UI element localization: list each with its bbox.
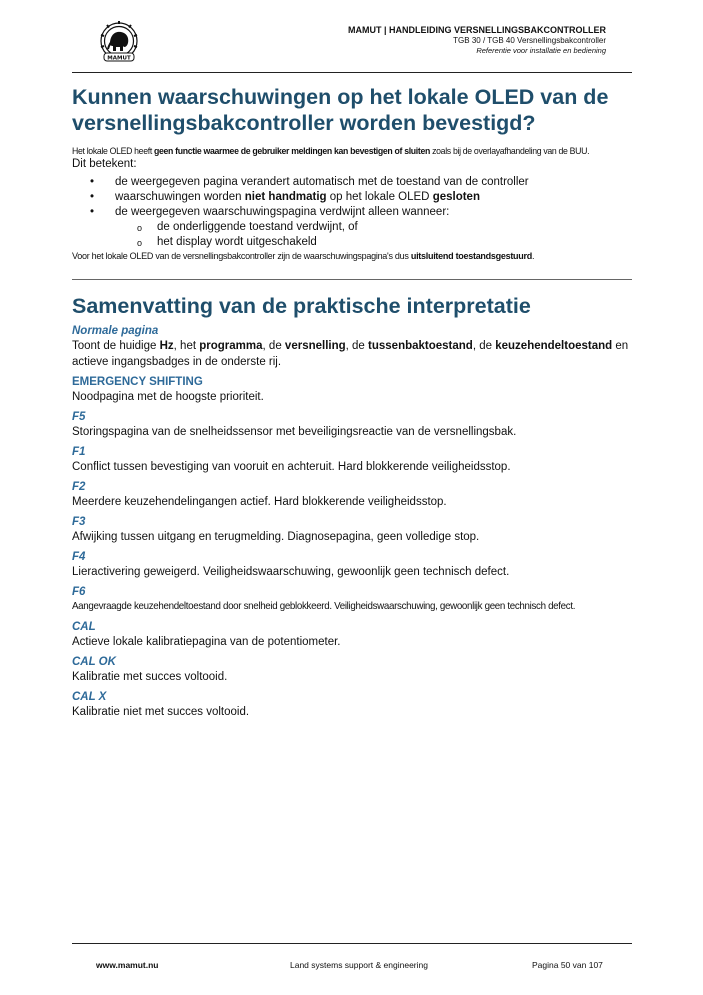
- summary-item-cal: [72, 620, 632, 650]
- intro-paragraph: Het lokale OLED heeft geen functie waarmee de gebruiker meldingen kan bevestigen of sluiten zoals bij de overlayafhandeling van de BUU.: [72, 145, 590, 156]
- section-heading-summary: Samenvatting van de praktische interpretatie: [72, 294, 531, 318]
- item-description: Conflict tussen bevestiging van vooruit en achteruit. Hard blokkerende veiligheidsstop.: [72, 461, 511, 473]
- header-divider: [72, 72, 632, 73]
- conclusion-paragraph: Voor het lokale OLED van de versnellingsbakcontroller zijn de waarschuwingspagina's dus uitsluitend toestandsgestuurd.: [72, 251, 535, 262]
- summary-item-f4: [72, 550, 632, 580]
- footer-tagline: Land systems support & engineering: [290, 960, 428, 970]
- item-description: Kalibratie met succes voltooid.: [72, 671, 228, 683]
- item-title: F2: [72, 481, 86, 493]
- document-reference: Referentie voor installatie en bediening: [476, 46, 606, 55]
- item-description: Kalibratie niet met succes voltooid.: [72, 706, 250, 718]
- footer-divider: [72, 943, 632, 944]
- item-title: Normale pagina: [72, 325, 159, 337]
- header-text: [348, 25, 606, 56]
- item-title: EMERGENCY SHIFTING: [72, 376, 203, 388]
- section-divider: [72, 279, 632, 280]
- item-title: CAL: [72, 621, 96, 633]
- summary-item-f2: [72, 480, 632, 510]
- summary-item-f5: [72, 410, 632, 440]
- summary-item-f6: [72, 585, 632, 615]
- page-header: [72, 20, 632, 74]
- document-title: MAMUT | HANDLEIDING VERSNELLINGSBAKCONTROLLER: [347, 25, 606, 35]
- summary-item-cal-ok: [72, 655, 632, 685]
- bullet-list: [72, 175, 632, 220]
- sub-bullet-list: [72, 220, 632, 250]
- item-description: Noodpagina met de hoogste prioriteit.: [72, 391, 264, 403]
- bullet-item: • de weergegeven waarschuwingspagina verdwijnt alleen wanneer:: [72, 205, 632, 220]
- section-heading-acknowledge: Kunnen waarschuwingen op het lokale OLED van de versnellingsbakcontroller worden bevestigd?: [72, 85, 609, 135]
- item-title: F1: [72, 446, 86, 458]
- summary-item-f1: [72, 445, 632, 475]
- page-content: [72, 84, 632, 720]
- item-description: Aangevraagde keuzehendeltoestand door snelheid geblokkeerd. Veiligheidswaarschuwing, gewoonlijk geen technisch defect.: [72, 601, 576, 612]
- summary-item-emergency: [72, 375, 632, 405]
- footer-website: www.mamut.nu: [96, 960, 159, 970]
- sub-bullet-item: o de onderliggende toestand verdwijnt, of: [72, 220, 632, 235]
- item-title: F4: [72, 551, 86, 563]
- item-title: F3: [72, 516, 86, 528]
- mamut-logo: [94, 20, 144, 64]
- item-description: Storingspagina van de snelheidssensor met beveiligingsreactie van de versnellingsbak.: [72, 426, 517, 438]
- item-description: Lieractivering geweigerd. Veiligheidswaarschuwing, gewoonlijk geen technisch defect.: [72, 566, 510, 578]
- item-description: Toont de huidige Hz, het programma, de versnelling, de tussenbaktoestand, de keuzehendeltoestand en actieve ingangsbadges in de onderste rij.: [72, 340, 629, 368]
- bullet-item: • waarschuwingen worden niet handmatig op het lokale OLED gesloten: [72, 190, 632, 205]
- item-title: CAL X: [72, 691, 107, 703]
- summary-item-cal-x: [72, 690, 632, 720]
- item-title: F6: [72, 586, 86, 598]
- item-description: Actieve lokale kalibratiepagina van de potentiometer.: [72, 636, 341, 648]
- item-description: Afwijking tussen uitgang en terugmelding. Diagnosepagina, geen volledige stop.: [72, 531, 480, 543]
- summary-item-normal: [72, 324, 632, 370]
- lead-text: Dit betekent:: [72, 158, 137, 170]
- logo-text: MAMUT: [107, 55, 131, 62]
- item-title: F5: [72, 411, 86, 423]
- summary-item-f3: [72, 515, 632, 545]
- bullet-item: • de weergegeven pagina verandert automatisch met de toestand van de controller: [72, 175, 632, 190]
- item-description: Meerdere keuzehendelingangen actief. Hard blokkerende veiligheidsstop.: [72, 496, 447, 508]
- footer-page-number: Pagina 50 van 107: [532, 960, 603, 970]
- item-title: CAL OK: [72, 656, 116, 668]
- document-subtitle: TGB 30 / TGB 40 Versnellingsbakcontroller: [453, 36, 606, 45]
- sub-bullet-item: o het display wordt uitgeschakeld: [72, 235, 632, 250]
